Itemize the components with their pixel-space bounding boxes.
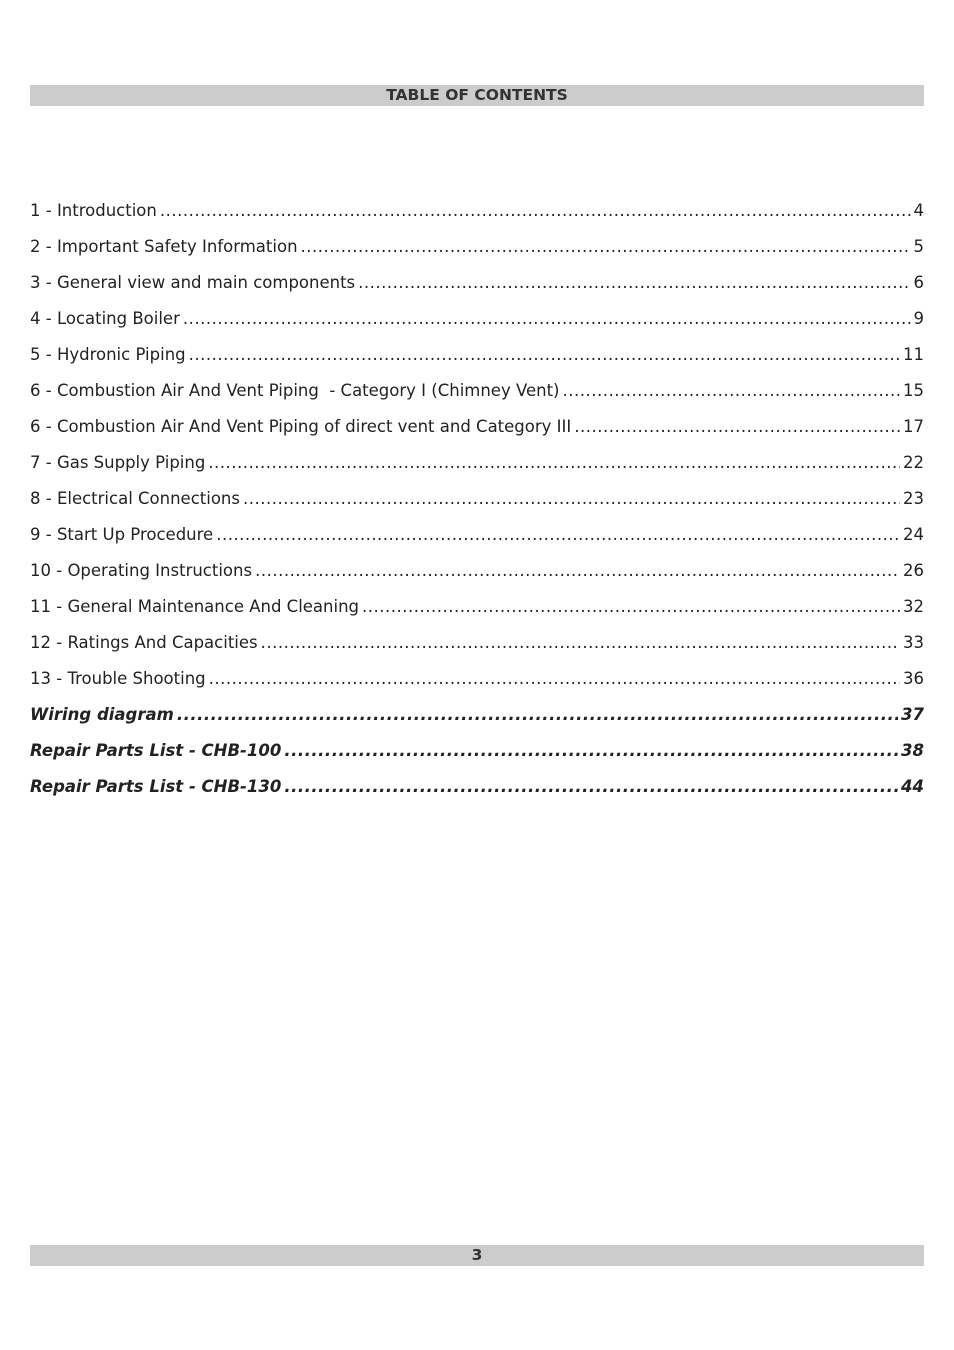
dot-leader [301,237,911,256]
table-of-contents [30,201,924,813]
toc-header-bar [30,85,924,106]
dot-leader [208,453,900,472]
toc-entry-title: Repair Parts List - CHB-130 [30,777,282,796]
toc-entry-page: 44 [901,777,924,796]
toc-entry-page: 9 [913,309,924,328]
toc-entry-page: 37 [901,705,924,724]
toc-entry-page: 24 [903,525,924,544]
dot-leader [189,345,900,364]
toc-entry [30,705,924,741]
toc-entry-title: 8 - Electrical Connections [30,489,240,508]
dot-leader [284,741,898,760]
page-footer-bar [30,1245,924,1266]
toc-entry-title: Wiring diagram [30,705,174,724]
toc-entry-title: 9 - Start Up Procedure [30,525,214,544]
toc-heading: TABLE OF CONTENTS [386,86,568,104]
dot-leader [358,273,910,292]
toc-entry-page: 33 [903,633,924,652]
toc-entry [30,597,924,633]
dot-leader [255,561,900,580]
toc-entry [30,777,924,813]
toc-entry-page: 22 [903,453,924,472]
toc-entry [30,201,924,237]
dot-leader [563,381,901,400]
toc-entry-title: 4 - Locating Boiler [30,309,180,328]
toc-entry-page: 23 [903,489,924,508]
toc-entry [30,525,924,561]
page-number: 3 [471,1246,483,1264]
dot-leader [362,597,900,616]
dot-leader [574,417,900,436]
toc-entry [30,741,924,777]
toc-entry-page: 32 [903,597,924,616]
toc-entry-title: 5 - Hydronic Piping [30,345,186,364]
toc-entry-title: 12 - Ratings And Capacities [30,633,258,652]
toc-entry-page: 11 [903,345,924,364]
dot-leader [177,705,898,724]
toc-entry-page: 26 [903,561,924,580]
dot-leader [284,777,898,796]
toc-entry [30,633,924,669]
toc-entry [30,345,924,381]
toc-entry [30,417,924,453]
toc-entry-page: 4 [913,201,924,220]
toc-entry [30,237,924,273]
toc-entry [30,489,924,525]
toc-entry-title: 13 - Trouble Shooting [30,669,206,688]
toc-entry-page: 17 [903,417,924,436]
dot-leader [261,633,900,652]
toc-entry-title: Repair Parts List - CHB-100 [30,741,282,760]
toc-entry-title: 3 - General view and main components [30,273,356,292]
toc-entry [30,273,924,309]
toc-entry [30,561,924,597]
dot-leader [243,489,900,508]
toc-entry-page: 6 [913,273,924,292]
toc-entry [30,669,924,705]
toc-entry [30,381,924,417]
toc-entry-title: 10 - Operating Instructions [30,561,253,580]
toc-entry [30,309,924,345]
dot-leader [160,201,911,220]
toc-entry-title: 2 - Important Safety Information [30,237,298,256]
toc-entry-page: 15 [903,381,924,400]
dot-leader [183,309,911,328]
dot-leader [209,669,900,688]
toc-entry-title: 1 - Introduction [30,201,157,220]
dot-leader [216,525,900,544]
toc-entry-title: 6 - Combustion Air And Vent Piping - Category I (Chimney Vent) [30,381,560,400]
toc-entry-title: 6 - Combustion Air And Vent Piping of direct vent and Category III [30,417,572,436]
toc-entry-page: 5 [913,237,924,256]
toc-entry [30,453,924,489]
toc-entry-page: 38 [901,741,924,760]
toc-entry-page: 36 [903,669,924,688]
toc-entry-title: 7 - Gas Supply Piping [30,453,206,472]
toc-entry-title: 11 - General Maintenance And Cleaning [30,597,360,616]
